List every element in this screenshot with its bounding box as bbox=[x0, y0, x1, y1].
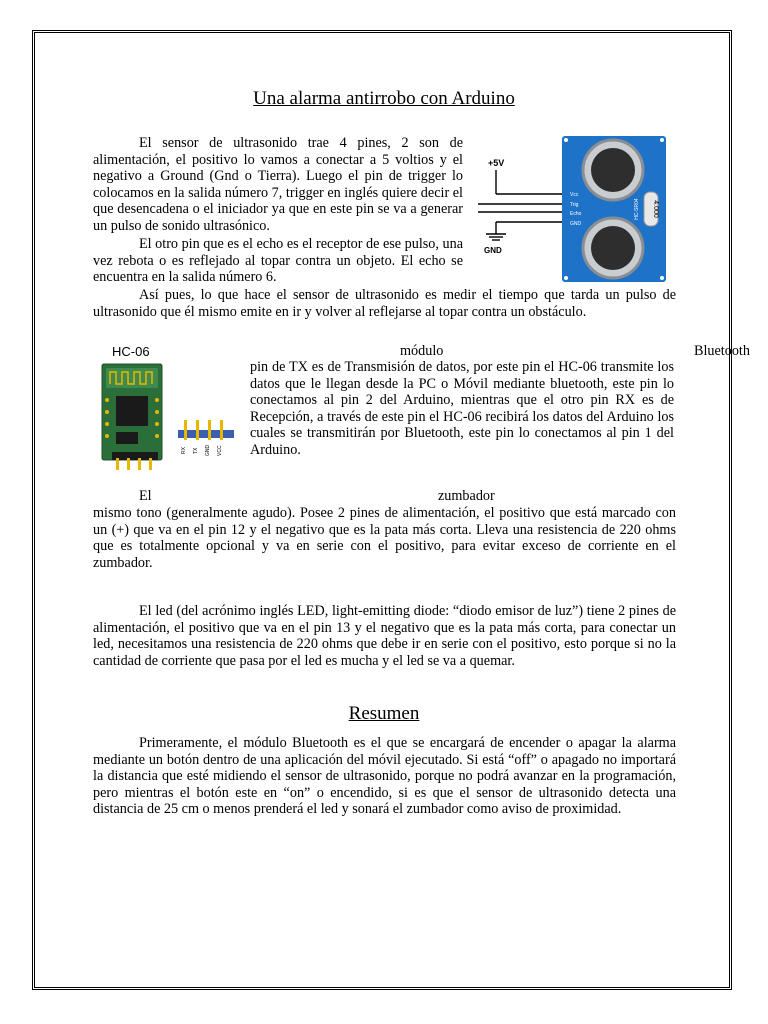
led-paragraph: El led (del acrónimo inglés LED, light-emitting diode: “diodo emisor de luz”) tiene 2 pines de alimentación, el positivo que va en el pin 13 y el negativo que es la pata más corta, para conectar un led, necesitamos una resistencia de 220 ohms que debe ir en serie con el positivo, esto porque si no la cantidad de corriente que pasa por el led es mucha y el led se va a quemar. bbox=[93, 603, 676, 669]
page-title: Una alarma antirrobo con Arduino bbox=[253, 88, 515, 109]
word-bluetooth: Bluetooth bbox=[694, 343, 750, 359]
ultrasonic-sensor-figure bbox=[478, 136, 668, 282]
pin-label-gnd: GND bbox=[570, 221, 582, 227]
word-zumbador: zumbador bbox=[438, 488, 495, 504]
bt-pin-tx: TX bbox=[193, 447, 199, 454]
hc06-figure bbox=[96, 340, 244, 472]
ultrasonic-paragraph-2: El otro pin que es el echo es el receptor de ese pulso, una vez rebota o es reflejado al topar contra un objeto. El echo se encuentra en la salida número 6. bbox=[93, 236, 463, 286]
word-el: El bbox=[139, 488, 152, 504]
pin-label-vcc: Vcc bbox=[570, 192, 579, 198]
ultrasonic-paragraph-3: Así pues, lo que hace el sensor de ultrasonido es medir el tiempo que tarda un pulso de ultrasonido que él mismo emite en ir y volver al reflejarse al topar contra un obstáculo. bbox=[93, 287, 676, 320]
hc06-label: HC-06 bbox=[112, 344, 150, 359]
bt-pin-vcc: VCC bbox=[217, 445, 223, 456]
ultrasonic-paragraph-1: El sensor de ultrasonido trae 4 pines, 2 son de alimentación, el positivo lo vamos a conectar a 5 voltios y el negativo a Ground (Gnd o Tierra). Luego el pin de trigger lo colocamos en la salida número 7, trigger en inglés quiere decir el que desencadena o el iniciador ya que en este pin se va a generar un pulso de sonido ultrasónico. bbox=[93, 135, 463, 234]
bt-pin-rx: RX bbox=[181, 447, 187, 454]
crystal-label: 4.000 bbox=[652, 200, 659, 218]
board-label: HC-SR04 bbox=[634, 198, 640, 220]
pin-label-echo: Echo bbox=[570, 211, 582, 217]
summary-title: Resumen bbox=[348, 703, 420, 724]
pin-label-trig: Trig bbox=[570, 202, 579, 208]
vcc-label: +5V bbox=[488, 158, 505, 168]
bluetooth-paragraph: pin de TX es de Transmisión de datos, por este pin el HC-06 transmite los datos que le llegan desde la PC o Móvil mediante bluetooth, este pin lo conectamos al pin 2 del Arduino, mientras que el otro pin RX es de Recepción, a través de este pin el HC-06 recibirá los datos del Arduino los cuales se transmitirán por Bluetooth, este pin lo conectamos al pin 1 del Arduino. bbox=[250, 359, 674, 458]
summary-paragraph: Primeramente, el módulo Bluetooth es el que se encargará de encender o apagar la alarma mediante un botón dentro de una aplicación del móvil ejecutado. Si está “off” o apagado no importará la distancia que esté midiendo el sensor de ultrasonido, porque no podrá avanzar en la programación, pero mientras el botón este en “on” o encendido, si es que el sensor de ultrasonido detecta una distancia de 25 cm o menos prenderá el led y sonará el zumbador como aviso de proximidad. bbox=[93, 735, 676, 818]
bt-pin-gnd: GND bbox=[205, 444, 211, 456]
word-modulo: módulo bbox=[400, 343, 444, 359]
gnd-label: GND bbox=[484, 246, 502, 255]
buzzer-paragraph: mismo tono (generalmente agudo). Posee 2 pines de alimentación, el positivo que está marcado con un (+) que va en el pin 12 y el negativo que es la pata más corta. Lleva una resistencia de 220 ohms que es totalmente opcional y va en serie con el positivo, para evitar exceso de corriente en el zumbador. bbox=[93, 505, 676, 571]
